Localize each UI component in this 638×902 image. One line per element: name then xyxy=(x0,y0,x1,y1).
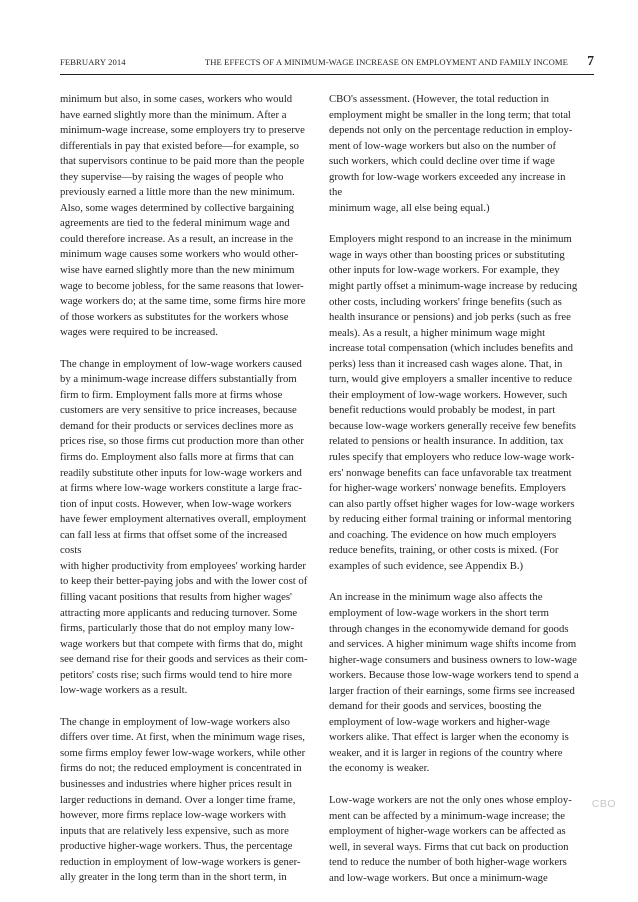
paragraph: Low-wage workers are not the only ones whose employ- ment can be affected by a minimum-wage increase; the employment of higher-wage workers can be affected as well, in several ways. Firms that cut back on production tend to reduce the number of both higher-wage workers and low-wage workers. But once a minimum-wage xyxy=(329,793,572,884)
paragraph: Employers might respond to an increase in the minimum wage in ways other than boosting prices or substituting other inputs for low-wage workers. For example, they might partly offset a minimum-wage increase by reducing other costs, including workers' fringe benefits (such as health insurance or pensions) and job perks (such as free meals). As a result, a higher minimum wage might increase total compensation (which includes benefits and perks) less than it increased cash wages alone. That, in turn, would give employers a smaller incentive to reduce their employment of low-wage workers. However, such benefit reductions would probably be modest, in part because low-wage workers generally receive few benefits related to pensions or health insurance. In addition, tax rules specify that employers who reduce low-wage work- ers' nonwage benefits can face unfavorable tax treatment for higher-wage workers' nonwage benefits. Employers can also partly offset higher wages for low-wage workers by reducing either formal training or informal mentoring and coaching. The evidence on how much employers reduce benefits, training, or other costs is mixed. (For examples of such evidence, see Appendix B.) xyxy=(329,233,578,572)
paragraph: An increase in the minimum wage also affects the employment of low-wage workers in the short term through changes in the economywide demand for goods and services. A higher minimum wage shifts income from higher-wage consumers and business owners to low-wage workers. Because those low-wage workers tend to spend a larger fraction of their earnings, some firms see increased demand for their goods and services, boosting the employment of low-wage workers and higher-wage workers alike. That effect is larger when the economy is weaker, and it is larger in regions of the country where the economy is weaker. xyxy=(329,591,579,775)
left-column xyxy=(60,92,310,902)
header-date: FEBRUARY 2014 xyxy=(60,57,126,67)
paragraph: The change in employment of low-wage workers also differs over time. At first, when the minimum wage rises, some firms employ fewer low-wage workers, while other firms do not; the reduced employment is concentrated in businesses and industries where higher prices result in larger reductions in demand. Over a longer time frame, however, more firms replace low-wage workers with inputs that are relatively less expensive, such as more productive higher-wage workers. Thus, the percentage reduction in employment of low-wage workers is gener- ally greater in the long term than in the short term, in xyxy=(60,715,306,884)
header-title: THE EFFECTS OF A MINIMUM-WAGE INCREASE ON EMPLOYMENT AND FAMILY INCOME xyxy=(204,57,568,67)
page-number: 7 xyxy=(587,53,594,68)
paragraph: minimum but also, in some cases, workers who would have earned slightly more than the minimum. After a minimum-wage increase, some employers try to preserve differentials in pay that existed before—for example, so that supervisors continue to be paid more than the people they supervise—by raising the wages of people who previously earned a little more than the new minimum. Also, some wages determined by collective bargaining agreements are tied to the federal minimum wage and could therefore increase. As a result, an increase in the minimum wage causes some workers who would other- wise have earned slightly more than the new minimum wage to become jobless, for the same reasons that lower- wage workers do; at the same time, some firms hire more of those workers as substitutes for the workers whose wages were required to be increased. xyxy=(60,93,306,339)
cbo-footer-mark: CBO xyxy=(591,798,616,810)
paragraph: The change in employment of low-wage workers caused by a minimum-wage increase differs substantially from firm to firm. Employment falls more at firms whose customers are very sensitive to price increases, because demand for their products or services declines more as prices rise, so those firms cut production more than other firms do. Employment also falls more at firms that can readily substitute other inputs for low-wage workers and at firms where low-wage workers constitute a large frac- tion of input costs. However, when low-wage workers have fewer employment alternatives overall, employment can fall less at firms that offset some of the increased costs with higher productivity from employees' working harder to keep their better-paying jobs and with the lower cost of filling vacant positions that results from higher wages' attracting more applicants and reducing turnover. Some firms, particularly those that do not employ many low- wage workers but that compete with firms that do, might see demand rise for their goods and services as their com- petitors' costs rise; such firms would tend to hire more low-wage workers as a result. xyxy=(60,357,308,697)
paragraph: CBO's assessment. (However, the total reduction in employment might be smaller in the long term; that total depends not only on the percentage reduction in employ- ment of low-wage workers but also on the number of such workers, which could decline over time if wage growth for low-wage workers exceeded any increase in the minimum wage, all else being equal.) xyxy=(329,93,573,214)
right-column xyxy=(329,92,579,902)
running-header xyxy=(60,52,594,75)
